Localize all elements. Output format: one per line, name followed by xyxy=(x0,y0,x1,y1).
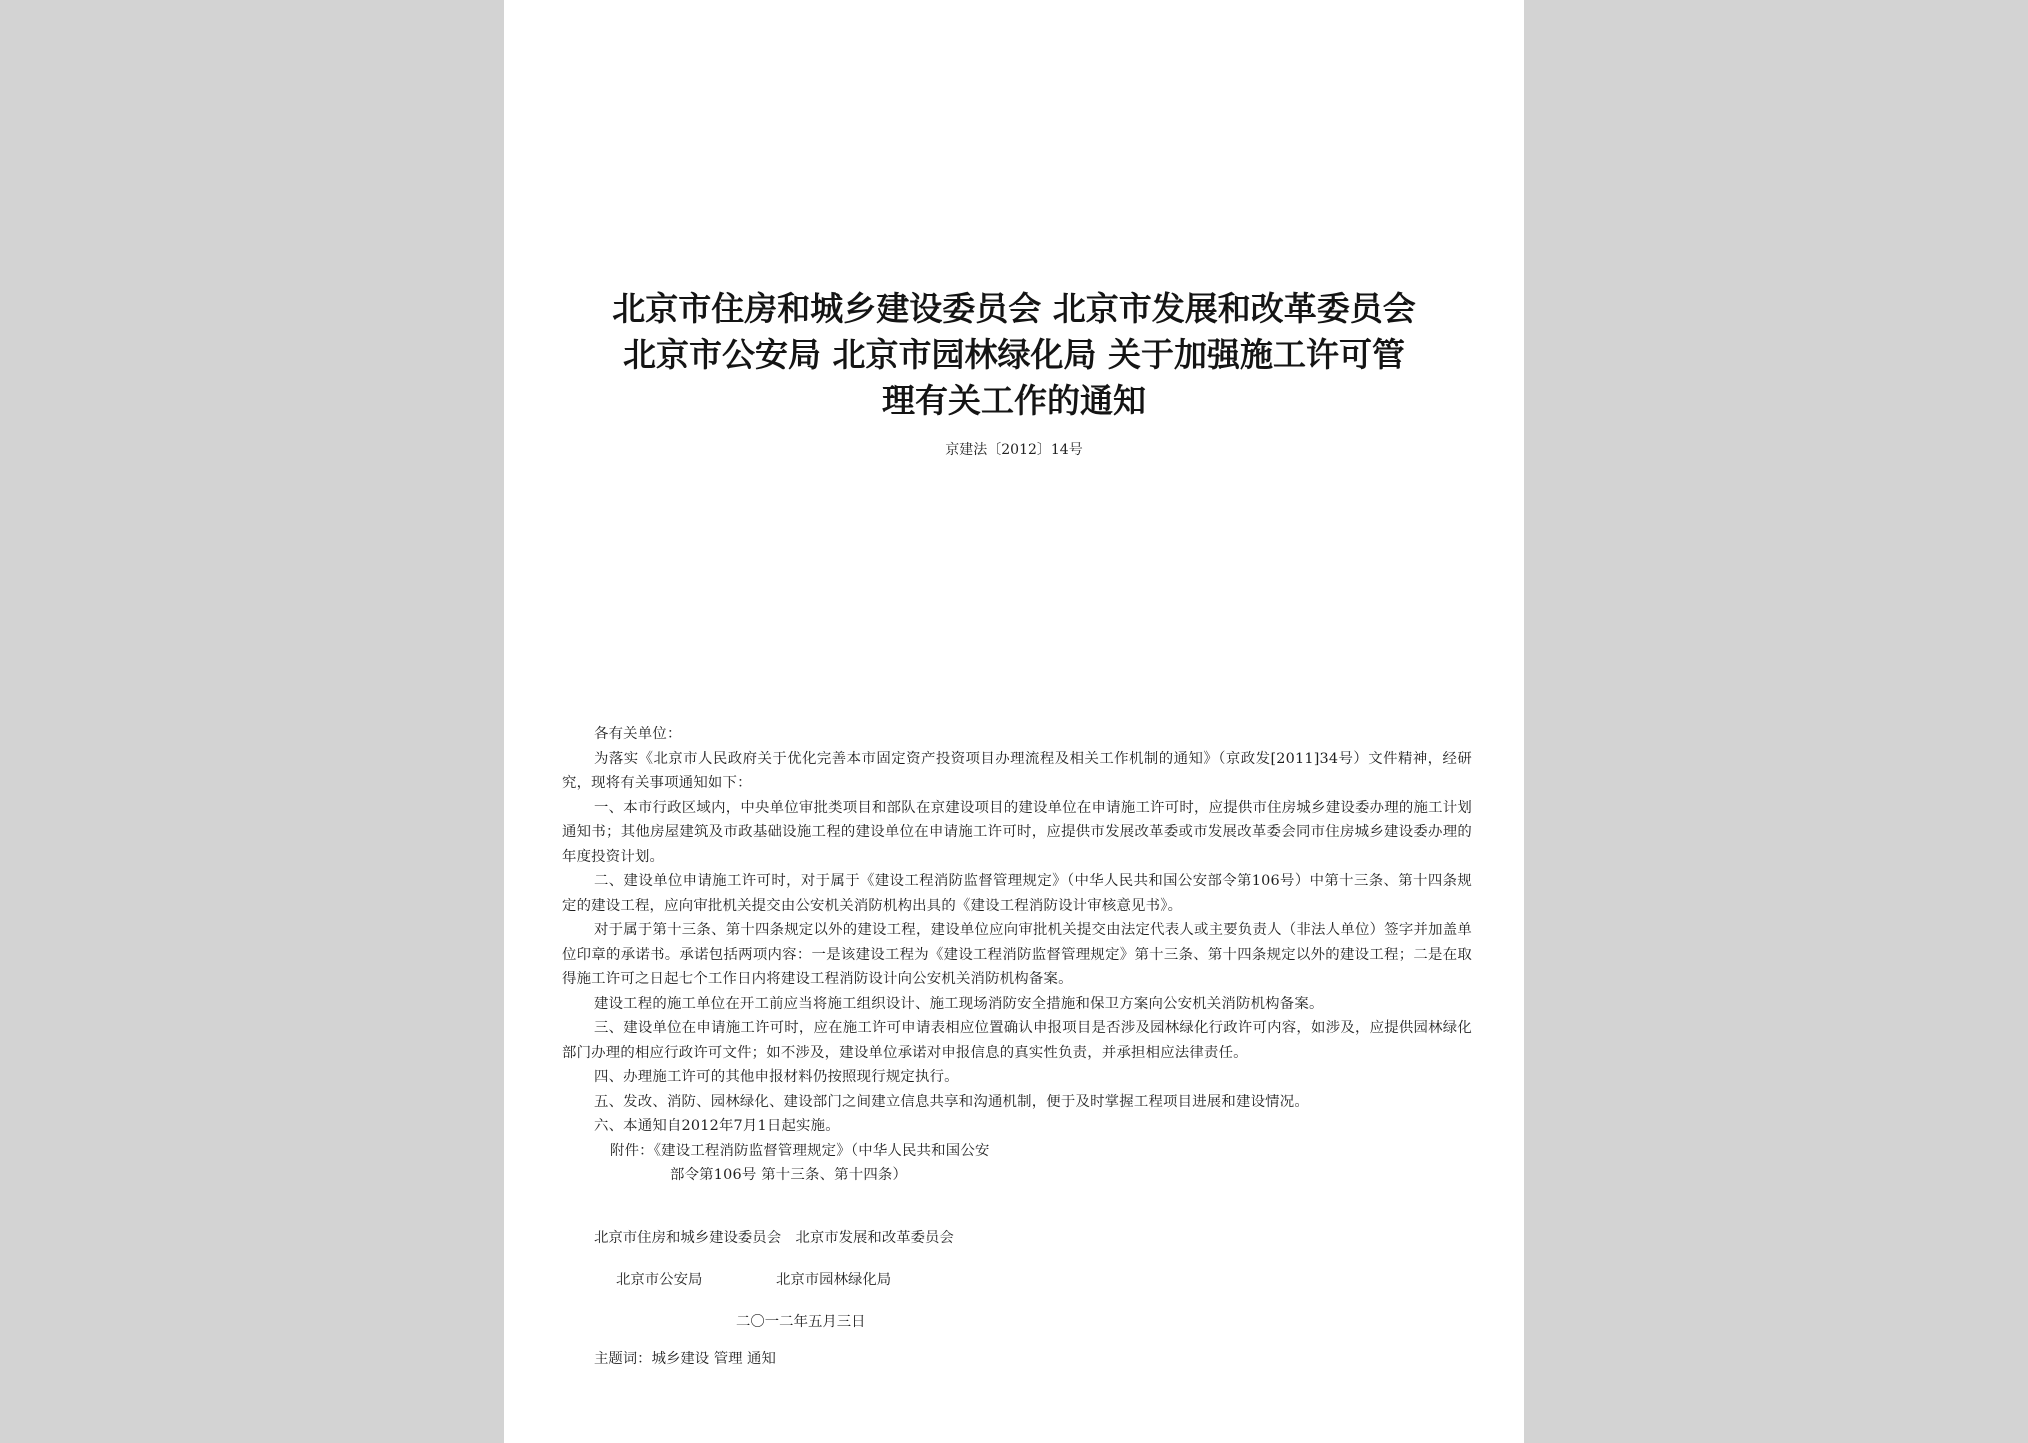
attachment-line-1: 附件：《建设工程消防监督管理规定》（中华人民共和国公安 xyxy=(610,1142,990,1159)
document-body xyxy=(562,722,1472,1188)
document-page xyxy=(504,0,1524,1443)
paragraph-item-2-sub-2: 建设工程的施工单位在开工前应当将施工组织设计、施工现场消防安全措施和保卫方案向公安机关消防机构备案。 xyxy=(594,995,1324,1012)
signatory-forestry: 北京市园林绿化局 xyxy=(776,1272,892,1288)
paragraph-item-5: 五、发改、消防、园林绿化、建设部门之间建立信息共享和沟通机制，便于及时掌握工程项目进展和建设情况。 xyxy=(594,1093,1309,1110)
issue-date: 二〇一二年五月三日 xyxy=(736,1314,866,1330)
document-number: 京建法〔2012〕14号 xyxy=(945,442,1083,458)
paragraph-item-1: 一、本市行政区域内，中央单位审批类项目和部队在京建设项目的建设单位在申请施工许可时，应提供市住房城乡建设委办理的施工计划通知书；其他房屋建筑及市政基础设施工程的建设单位在申请施工许可时，应提供市发展改革委或市发展改革委会同市住房城乡建设委办理的年度投资计划。 xyxy=(562,799,1472,865)
keywords: 主题词：城乡建设 管理 通知 xyxy=(594,1351,776,1367)
attachment-line-2: 部令第106号 第十三条、第十四条） xyxy=(670,1167,908,1183)
title-line-2: 北京市公安局 北京市园林绿化局 关于加强施工许可管 xyxy=(623,335,1405,374)
paragraph-item-2: 二、建设单位申请施工许可时，对于属于《建设工程消防监督管理规定》（中华人民共和国公安部令第106号）中第十三条、第十四条规定的建设工程，应向审批机关提交由公安机关消防机构出具的《建设工程消防设计审核意见书》。 xyxy=(562,873,1472,914)
salutation: 各有关单位： xyxy=(594,726,682,742)
title-line-1: 北京市住房和城乡建设委员会 北京市发展和改革委员会 xyxy=(612,289,1416,328)
signatory-line-1: 北京市住房和城乡建设委员会 北京市发展和改革委员会 xyxy=(594,1230,954,1246)
paragraph-item-6: 六、本通知自2012年7月1日起实施。 xyxy=(594,1118,840,1134)
document-title xyxy=(554,286,1474,424)
title-line-3: 理有关工作的通知 xyxy=(882,381,1146,420)
signatory-police: 北京市公安局 xyxy=(616,1272,703,1288)
paragraph-item-2-sub-1: 对于属于第十三条、第十四条规定以外的建设工程，建设单位应向审批机关提交由法定代表人或主要负责人（非法人单位）签字并加盖单位印章的承诺书。承诺包括两项内容：一是该建设工程为《建设工程消防监督管理规定》第十三条、第十四条规定以外的建设工程；二是在取得施工许可之日起七个工作日内将建设工程消防设计向公安机关消防机构备案。 xyxy=(562,922,1472,987)
paragraph-item-4: 四、办理施工许可的其他申报材料仍按照现行规定执行。 xyxy=(594,1069,959,1085)
paragraph-intro: 为落实《北京市人民政府关于优化完善本市固定资产投资项目办理流程及相关工作机制的通知》（京政发[2011]34号）文件精神，经研究，现将有关事项通知如下： xyxy=(562,750,1472,791)
paragraph-item-3: 三、建设单位在申请施工许可时，应在施工许可申请表相应位置确认申报项目是否涉及园林绿化行政许可内容，如涉及，应提供园林绿化部门办理的相应行政许可文件；如不涉及，建设单位承诺对申报信息的真实性负责，并承担相应法律责任。 xyxy=(562,1020,1472,1061)
